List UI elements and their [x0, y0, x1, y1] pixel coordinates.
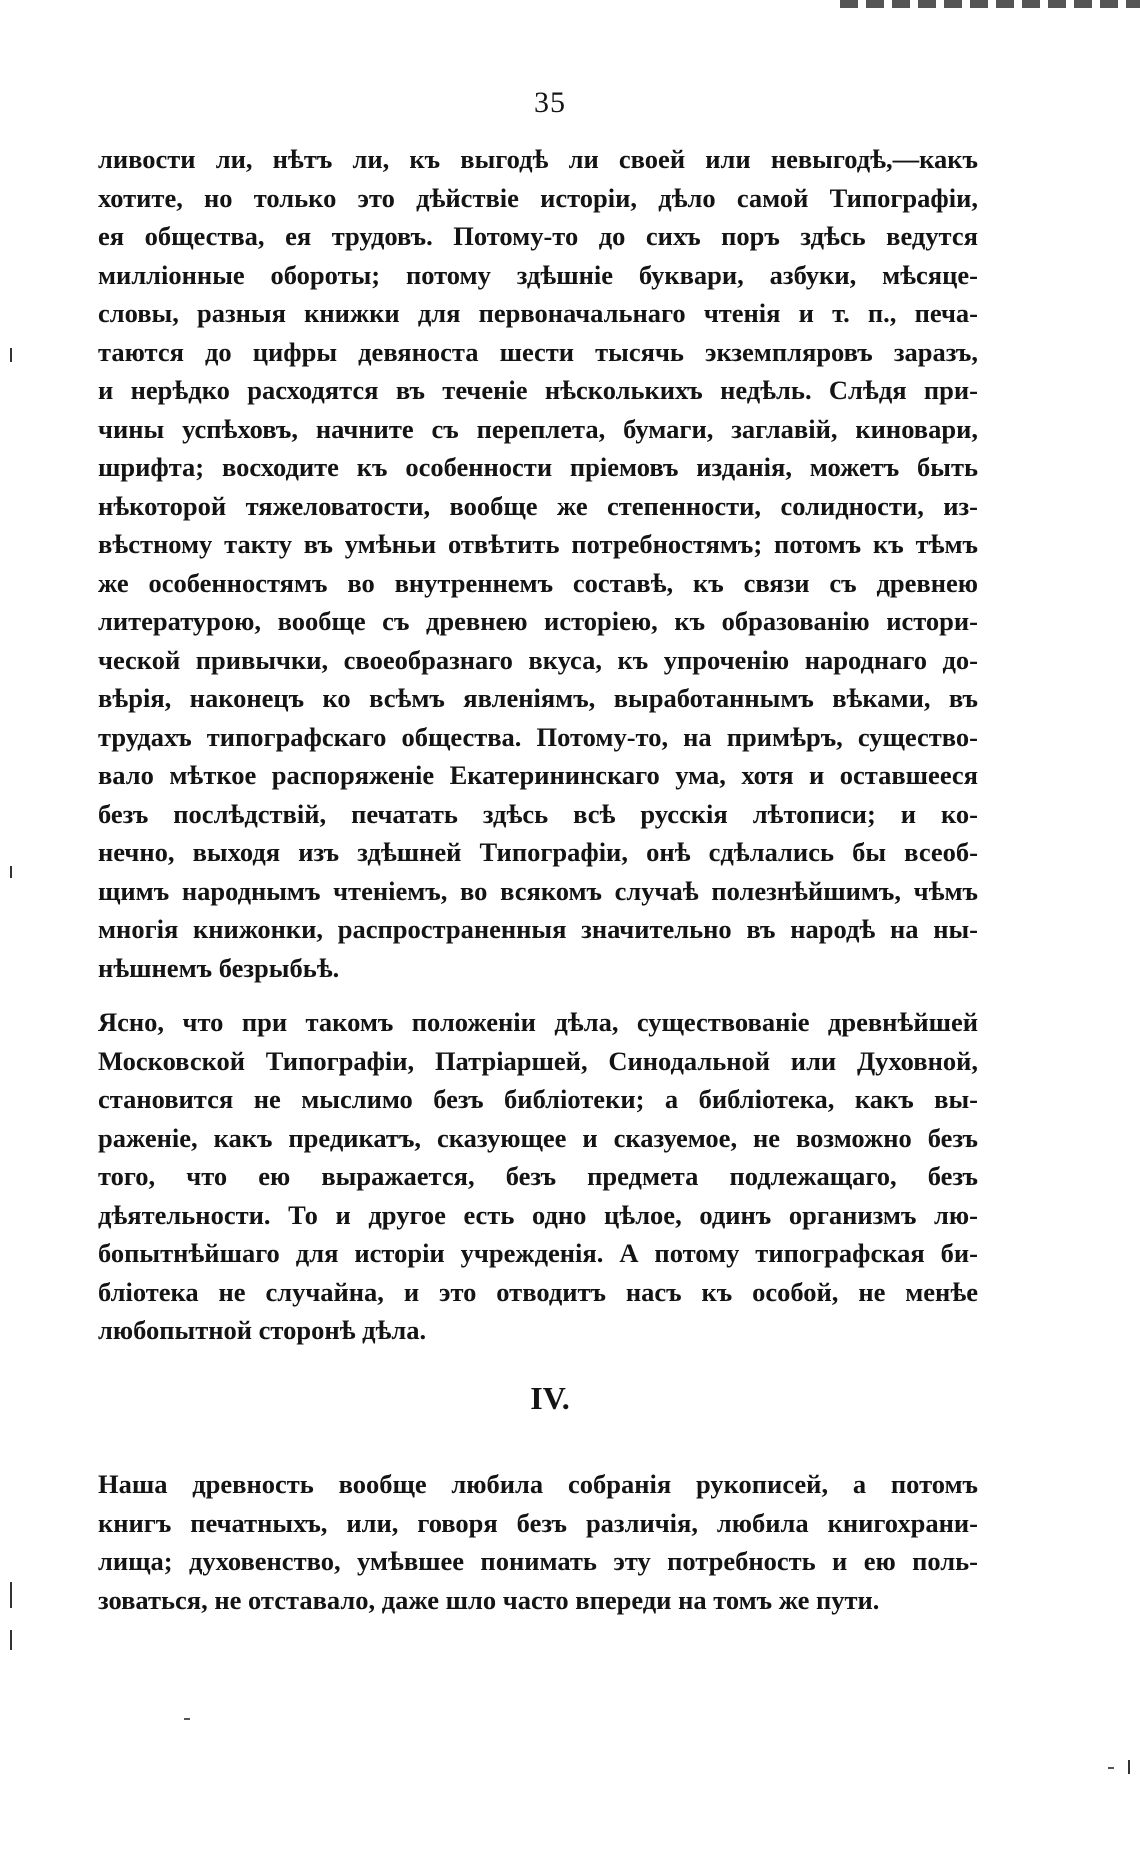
text-line: словы, разныя книжки для первоначальнаго чтенія и т. п., печа-: [98, 298, 978, 328]
page-number: 35: [534, 86, 566, 119]
text-line: трудахъ типографскаго общества. Потому-то, на примѣръ, существо-: [98, 721, 978, 752]
text-line: ческой привычки, своеобразнаго вкуса, къ упроченію народнаго до-: [98, 644, 978, 675]
text-line: шрифта; восходите къ особенности пріемовъ изданія, можетъ быть: [98, 452, 978, 482]
text-line: становится не мыслимо безъ библіотеки; а библіотека, какъ вы-: [98, 1084, 978, 1114]
text-line: таются до цифры девяноста шести тысячь экземпляровъ заразъ,: [98, 336, 978, 367]
text-line: ливости ли, нѣтъ ли, къ выгодѣ ли своей или невыгодѣ,—какъ: [98, 144, 978, 174]
text-line: книгъ печатныхъ, или, говоря безъ различія, любила книгохрани-: [98, 1507, 978, 1538]
text-line: ея общества, ея трудовъ. Потому-то до сихъ поръ здѣсь ведутся: [98, 221, 978, 251]
text-line: зоваться, не отставало, даже шло часто впереди на томъ же пути.: [98, 1584, 880, 1615]
text-line: раженіе, какъ предикатъ, сказующее и сказуемое, не возможно безъ: [98, 1122, 978, 1153]
text-line: многія книжонки, распространенныя значительно въ народѣ на ны-: [98, 914, 978, 944]
text-line: дѣятельности. То и другое есть одно цѣлое, одинъ организмъ лю-: [98, 1199, 978, 1230]
section-heading: IV.: [530, 1380, 570, 1416]
text-line: же особенностямъ во внутреннемъ составѣ, къ связи съ древнею: [98, 567, 978, 598]
text-line: вало мѣткое распоряженіе Екатерининскаго ума, хотя и оставшееся: [98, 760, 978, 790]
text-line: нечно, выходя изъ здѣшней Типографіи, онѣ сдѣлались бы всеоб-: [98, 837, 978, 867]
text-line: и нерѣдко расходятся въ теченіе нѣсколькихъ недѣль. Слѣдя при-: [98, 375, 978, 405]
text-line: безъ послѣдствій, печатать здѣсь всѣ русскія лѣтописи; и ко-: [98, 798, 978, 829]
text-line: щимъ народнымъ чтеніемъ, во всякомъ случаѣ полезнѣйшимъ, чѣмъ: [98, 875, 978, 906]
scan-margin-mark: [10, 348, 12, 362]
text-line: Московской Типографіи, Патріаршей, Синодальной или Духовной,: [98, 1045, 978, 1076]
text-line: хотите, но только это дѣйствіе исторіи, дѣло самой Типографіи,: [98, 182, 978, 213]
text-line: любопытной сторонѣ дѣла.: [98, 1315, 427, 1345]
text-line: того, что ею выражается, безъ предмета подлежащаго, безъ: [98, 1161, 978, 1191]
paragraph-1: [98, 140, 978, 987]
text-line: Наша древность вообще любила собранія рукописей, а потомъ: [98, 1469, 978, 1499]
text-line: литературою, вообще съ древнею исторіею, къ образованію истори-: [98, 606, 978, 636]
text-line: чины успѣховъ, начните съ переплета, бумаги, заглавій, киновари,: [98, 413, 978, 444]
text-line: милліонные обороты; потому здѣшніе буквари, азбуки, мѣсяце-: [98, 259, 978, 290]
text-line: вѣстному такту въ умѣньи отвѣтить потребностямъ; потомъ къ тѣмъ: [98, 529, 978, 559]
scan-edge-mark: [840, 0, 1140, 8]
text-line: вѣрія, наконецъ ко всѣмъ явленіямъ, выработаннымъ вѣками, въ: [98, 683, 978, 713]
scan-margin-mark: [10, 1630, 12, 1650]
scan-speck: [1108, 1767, 1114, 1769]
text-line: Ясно, что при такомъ положеніи дѣла, существованіе древнѣйшей: [98, 1007, 978, 1037]
paragraph-3: [98, 1465, 978, 1619]
scan-speck: [184, 1718, 190, 1720]
text-line: бліотека не случайна, и это отводитъ насъ къ особой, не менѣе: [98, 1276, 978, 1307]
paragraph-2: [98, 1003, 978, 1350]
scan-margin-mark: [10, 1582, 12, 1608]
scan-margin-mark: [10, 866, 12, 878]
text-line: нѣкоторой тяжеловатости, вообще же степенности, солидности, из-: [98, 490, 978, 521]
text-line: бопытнѣйшаго для исторіи учрежденія. А потому типографская би-: [98, 1238, 978, 1268]
scan-margin-mark: [1128, 1760, 1130, 1774]
text-line: нѣшнемъ безрыбьѣ.: [98, 952, 340, 983]
text-line: лища; духовенство, умѣвшее понимать эту потребность и ею поль-: [98, 1546, 978, 1576]
